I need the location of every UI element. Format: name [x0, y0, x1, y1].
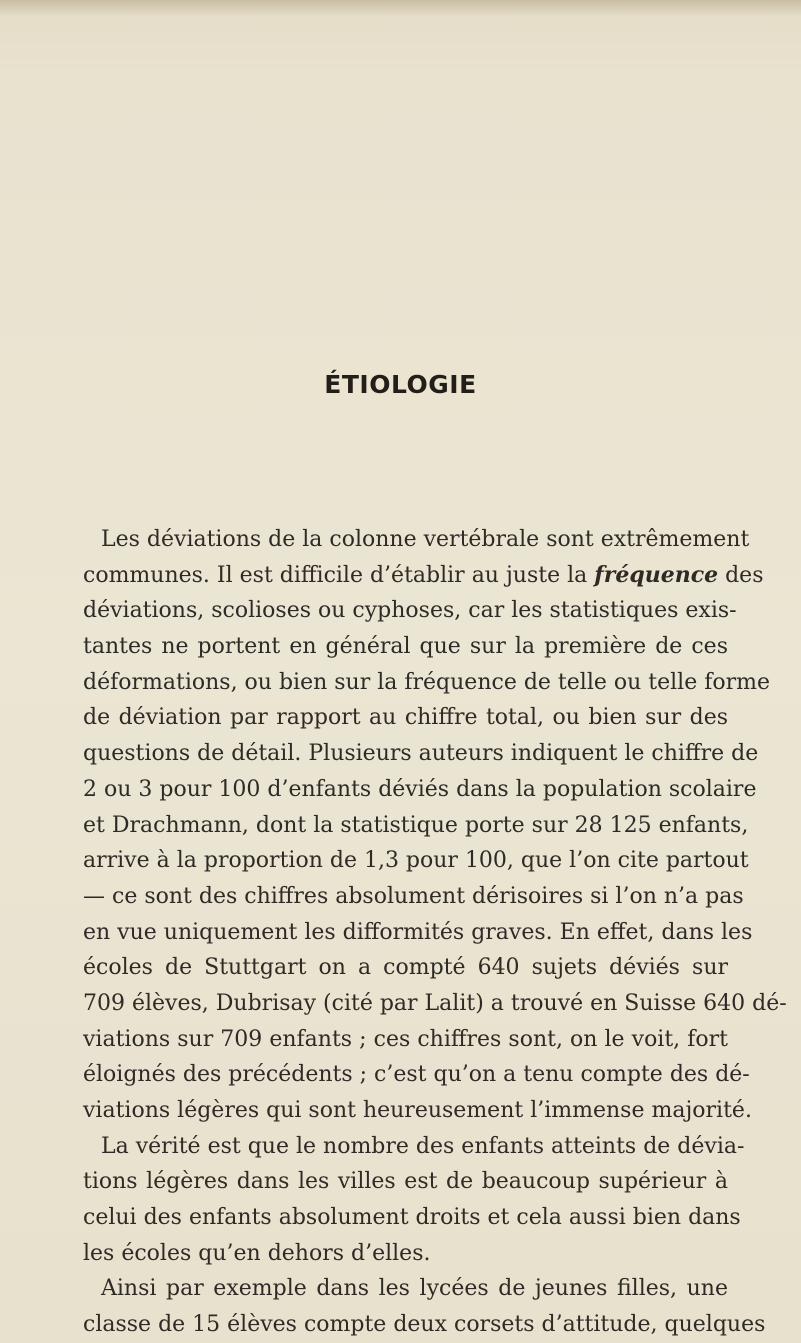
chapter-heading: ÉTIOLOGIE — [324, 370, 477, 399]
text-line: en vue uniquement les difformités graves. En effet, dans les — [83, 919, 753, 945]
text-line: Les déviations de la colonne vertébrale sont extrêmement — [101, 527, 750, 552]
page-edge-shadow — [0, 0, 801, 16]
text-line-part: communes. Il est difficile d’établir au juste la — [83, 562, 588, 588]
text-line: viations sur 709 enfants ; ces chiffres sont, on le voit, fort — [83, 1026, 728, 1052]
text-line: — ce sont des chiffres absolument dérisoires si l’on n’a pas — [83, 883, 744, 909]
emphasis-word: fréquence — [594, 561, 719, 588]
text-line: tions légères dans les villes est de beaucoup supérieur à — [83, 1169, 728, 1195]
text-line: écoles de Stuttgart on a compté 640 sujets déviés sur — [83, 955, 728, 981]
text-line: 2 ou 3 pour 100 d’enfants déviés dans la population scolaire — [83, 776, 757, 802]
text-line: de déviation par rapport au chiffre total, ou bien sur des — [83, 705, 728, 731]
text-line: Ainsi par exemple dans les lycées de jeunes filles, une — [101, 1276, 728, 1302]
text-line: tantes ne portent en général que sur la première de ces — [83, 634, 728, 660]
text-line: arrive à la proportion de 1,3 pour 100, que l’on cite partout — [83, 848, 749, 874]
text-line: questions de détail. Plusieurs auteurs indiquent le chiffre de — [83, 741, 759, 767]
body-text — [83, 522, 787, 1343]
text-line: éloignés des précédents ; c’est qu’on a tenu compte des dé- — [83, 1062, 750, 1088]
text-line: 709 élèves, Dubrisay (cité par Lalit) a trouvé en Suisse 640 dé- — [83, 990, 787, 1016]
text-line-part: des — [725, 562, 764, 588]
text-line: La vérité est que le nombre des enfants atteints de dévia- — [101, 1133, 745, 1159]
text-line: déformations, ou bien sur la fréquence de telle ou telle forme — [83, 669, 771, 695]
text-line: viations légères qui sont heureusement l’immense majorité. — [83, 1098, 752, 1123]
text-line: et Drachmann, dont la statistique porte sur 28 125 enfants, — [83, 812, 749, 838]
text-line — [83, 558, 764, 594]
text-line: déviations, scolioses ou cyphoses, car les statistiques exis- — [83, 598, 737, 624]
text-line: classe de 15 élèves compte deux corsets d’attitude, quelques — [83, 1312, 766, 1338]
text-line: les écoles qu’en dehors d’elles. — [83, 1240, 431, 1266]
text-line: celui des enfants absolument droits et cela aussi bien dans — [83, 1205, 741, 1231]
